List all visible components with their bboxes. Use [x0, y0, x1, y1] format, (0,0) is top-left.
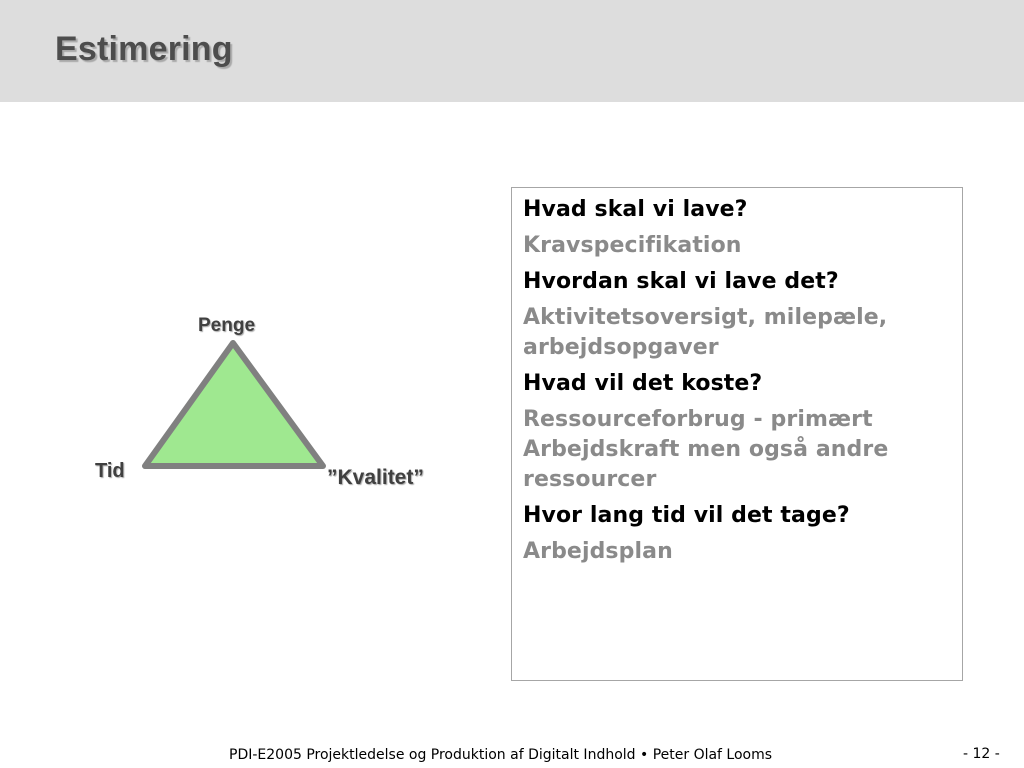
question-how: Hvordan skal vi lave det?: [523, 269, 839, 294]
question-cost: Hvad vil det koste?: [523, 371, 763, 396]
question-what: Hvad skal vi lave?: [523, 197, 748, 222]
questions-box: [511, 187, 963, 681]
answer-workplan: Arbejdsplan: [523, 539, 673, 564]
page-number: - 12 -: [963, 746, 1000, 762]
question-duration: Hvor lang tid vil det tage?: [523, 503, 850, 528]
answer-activities: Aktivitetsoversigt, milepæle, arbejdsopgaver: [523, 305, 888, 360]
label-penge: Penge: [198, 315, 256, 336]
footer-text: PDI-E2005 Projektledelse og Produktion af Digitalt Indhold • Peter Olaf Looms: [229, 747, 773, 763]
slide-title: Estimering: [55, 30, 233, 68]
label-tid: Tid: [95, 460, 125, 482]
questions-list: [523, 195, 952, 567]
project-triangle-diagram: [90, 310, 470, 500]
answer-resources: Ressourceforbrug - primært Arbejdskraft men også andre ressourcer: [523, 407, 889, 492]
triangle-shape: [145, 343, 323, 466]
answer-requirements: Kravspecifikation: [523, 233, 742, 258]
label-kvalitet: ”Kvalitet”: [327, 466, 424, 489]
